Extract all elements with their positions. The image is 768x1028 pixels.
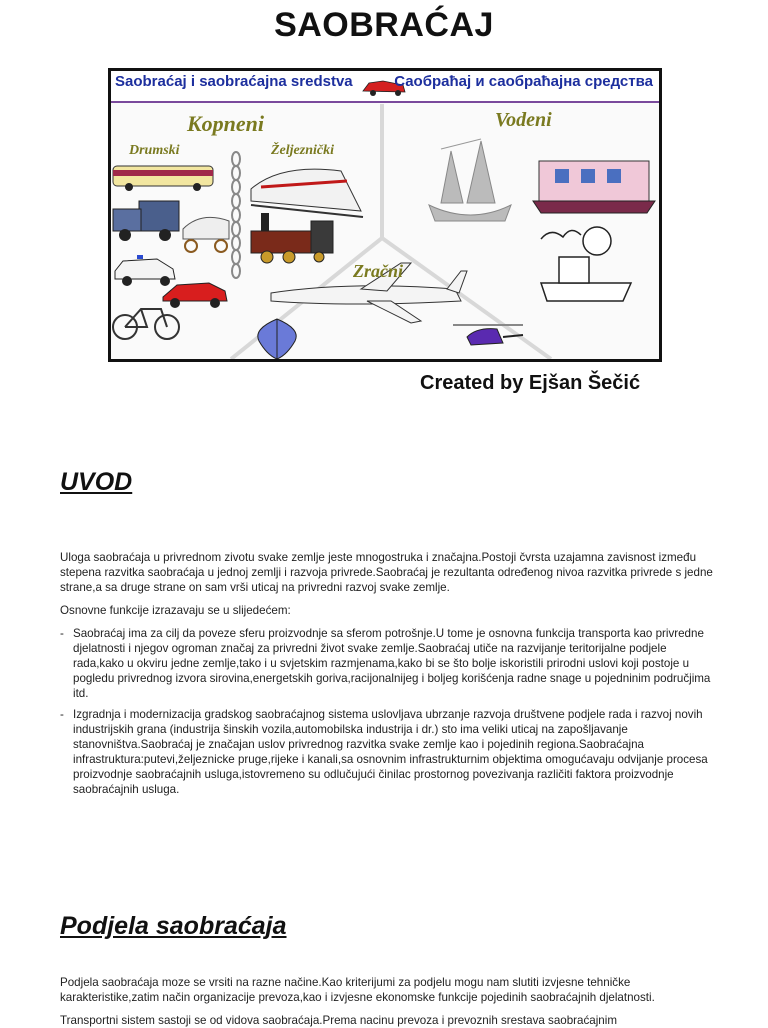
- sailing-ship-icon: [429, 139, 511, 221]
- category-drumski: Drumski: [129, 143, 180, 158]
- wagon-icon: [183, 217, 229, 252]
- poster-title-latin: Saobraćaj i saobraćajna sredstva: [115, 73, 353, 90]
- list-item-text: Saobraćaj ima za cilj da poveze sferu proizvodnje sa sferom potrošnje.U tome je osnovna funkcija transporta kao privredne djelatnosti i njegov ogroman značaj za privredni život svake zemlje.Saobraćaj utiče na razvijanje teritorijalne podjele rada,kako u okviru jedne zemlje,tako i u svjetskim razmjenama,kako bi se što bolje iskoristili prirodni uslovi koji postoje u pogledu privrednog izvora sirovina,energetskih goriva,racijonalnijeg i boljeg korišćenja radne snage u pojedninim područjima itd.: [73, 627, 711, 700]
- category-zracni: Zračni: [353, 261, 404, 281]
- category-zeljeznicki: Željeznički: [271, 143, 334, 158]
- hot-air-balloon-icon: [258, 319, 296, 359]
- truck-icon: [113, 201, 179, 241]
- dash-bullet: -: [60, 708, 64, 721]
- helicopter-icon: [453, 325, 523, 345]
- uvod-paragraph-2: Osnovne funkcije izrazavaju se u slijedećem:: [60, 604, 291, 617]
- author-credit: Created by Ejšan Šečić: [420, 372, 641, 394]
- bus-icon: [113, 166, 213, 191]
- heading-uvod: UVOD: [60, 468, 133, 496]
- poster-title-cyrillic: Саобраћај и саобраћајна средства: [394, 73, 653, 90]
- podjela-paragraph-2: Transportni sistem sastoji se od vidova saobraćaja.Prema nacinu prevoza i prevoznih srestava saobraćajnim: [60, 1014, 617, 1027]
- police-car-icon: [115, 255, 175, 286]
- transport-poster: [108, 68, 662, 362]
- dash-bullet: -: [60, 627, 64, 640]
- sports-car-icon: [163, 283, 227, 308]
- steam-locomotive-icon: [251, 213, 333, 263]
- list-item: [60, 707, 720, 797]
- uvod-paragraph-1: Uloga saobraćaja u privrednom zivotu svake zemlje jeste mnogostruka i značajna.Postoji čvrsta uzajamna zavisnost između stepena razvitka saobraćaja u jednoj zemlji i razvoja privrede.Saobraćaj je rezultanta određenog nivoa razvitka privrede s jedne strane,a sa druge strane on sam vrši uticaj na privredni razvoj svake zemlje.: [60, 551, 713, 594]
- heading-podjela: Podjela saobraćaja: [60, 912, 287, 940]
- category-vodeni: Vodeni: [495, 109, 552, 131]
- chain-icon: [232, 152, 240, 278]
- bullet-train-icon: [251, 169, 363, 217]
- houseboat-icon: [533, 161, 655, 213]
- category-kopneni: Kopneni: [187, 111, 265, 136]
- list-item: [60, 626, 720, 701]
- list-item-text: Izgradnja i modernizacija gradskog saobraćajnog sistema uslovljava ubrzanje razvoja društvene podjele rada i razvoj novih industrijskih grana (industrija šinskih vozila,automobilska industrija i dr.) sto ima veliki uticaj na zapošljavanje stanovništva.Saobraćaj je značajan uslov privrednog razvitka svake zemlje kao i pojedinih regiona.Saobraćajna infrastruktura:putevi,željeznicke pruge,rijeke i kanali,sa osnovnim infrastrukturnim objektima omogućavaju odvijanje procesa proizvodnje saobraćajnih usluga,istovremeno su odlučujući činilac prostornog povezivanja različiti faktora proizvodnje saobraćajnih usluga.: [73, 708, 708, 796]
- podjela-paragraph-1: Podjela saobraćaja moze se vrsiti na razne načine.Kao kriterijumi za podjelu mogu nam slutiti izvjesne tehničke karakteristike,zatim način organizacije prevoza,kao i izvjesne ekonomske funkcije pojedinih saobraćajnih djelatnosti.: [60, 976, 655, 1004]
- tugboat-icon: [541, 227, 631, 301]
- page-title: SAOBRAĆAJ: [274, 6, 494, 44]
- bicycle-icon: [113, 309, 179, 339]
- functions-list: [60, 626, 720, 803]
